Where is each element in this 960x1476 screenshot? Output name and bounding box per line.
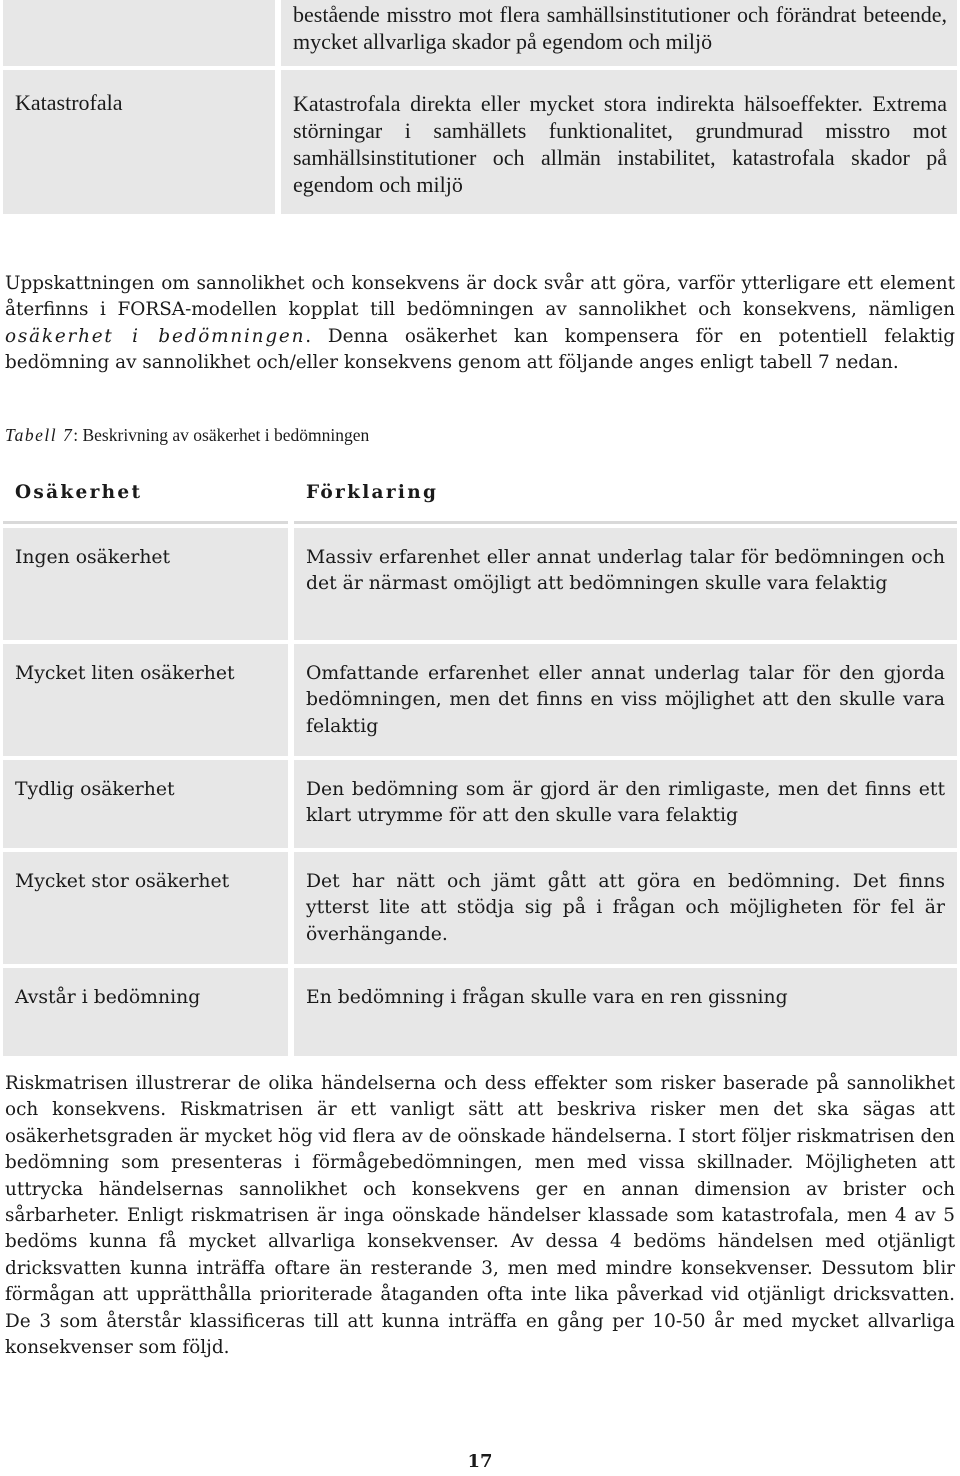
table-cell-level: Ingen osäkerhet xyxy=(3,528,288,640)
table-cell-level: Avstår i bedömning xyxy=(3,968,288,1056)
paragraph1-text: Uppskattningen om sannolikhet och konsekvens är dock svår att göra, varför ytterligare ett element återfinns i FORSA-modellen kopplat till bedömningen av sannolikhet och konsekvens, nämligen xyxy=(5,273,955,321)
table-cell-prev-row xyxy=(281,0,957,66)
table-cell-level: Mycket stor osäkerhet xyxy=(3,852,288,964)
table-cell-empty xyxy=(3,0,275,66)
table-cell-explanation: Omfattande erfarenhet eller annat underlag talar för den gjorda bedömningen, men det finns en viss möjlighet att den skulle vara felaktig xyxy=(294,644,957,756)
table-cell-explanation: En bedömning i frågan skulle vara en ren gissning xyxy=(294,968,957,1056)
uncertainty-table xyxy=(3,462,957,1056)
table-cell-explanation: Massiv erfarenhet eller annat underlag talar för bedömningen och det är närmast omöjligt att bedömningen skulle vara felaktig xyxy=(294,528,957,640)
header-forklaring: Förklaring xyxy=(294,462,957,524)
prev-row-text: bestående misstro mot flera samhällsinstitutioner och förändrat beteende, mycket allvarliga skador på egendom och miljö xyxy=(293,2,947,54)
consequence-table xyxy=(3,0,957,210)
caption-label: Tabell 7 xyxy=(5,425,74,445)
katastrofala-line1: Katastrofala direkta eller mycket stora indirekta hälsoeffekter. xyxy=(293,91,863,116)
paragraph-uncertainty xyxy=(5,271,955,377)
table-caption xyxy=(5,425,369,446)
table-cell-explanation: Det har nätt och jämt gått att göra en bedömning. Det finns ytterst lite att stödja sig på i frågan och möjligheten för fel är överhängande. xyxy=(294,852,957,964)
table-cell-explanation: Den bedömning som är gjord är den rimligaste, men det finns ett klart utrymme för att den skulle vara felaktig xyxy=(294,760,957,848)
table-cell-katastrofala-label: Katastrofala xyxy=(3,70,275,214)
table-cell-level: Tydlig osäkerhet xyxy=(3,760,288,848)
paragraph1-emphasis: osäkerhet i bedömningen xyxy=(5,325,306,347)
page-number: 17 xyxy=(467,1451,493,1472)
header-osakerhet: Osäkerhet xyxy=(3,462,288,524)
table-cell-level: Mycket liten osäkerhet xyxy=(3,644,288,756)
caption-text: : Beskrivning av osäkerhet i bedömningen xyxy=(73,425,370,445)
katastrofala-rest: Extrema störningar i samhällets funktionalitet, grundmurad misstro mot samhällsinstitutioner och allmän instabilitet, katastrofala skador på egendom och miljö xyxy=(293,91,947,197)
paragraph1-text-end: . Denna osäkerhet kan kompensera för en potentiell felaktig bedömning av sannolikhet och/eller konsekvens genom att följande anges enligt tabell 7 nedan. xyxy=(5,325,955,374)
table-cell-katastrofala-text xyxy=(281,70,957,214)
paragraph-riskmatrix: Riskmatrisen illustrerar de olika händelserna och dess effekter som risker baserade på sannolikhet och konsekvens. Riskmatrisen är ett vanligt sätt att beskriva risker men det ska sägas att osäkerhetsgraden är mycket hög vid flera av de oönskade händelserna. I stort följer riskmatrisen den bedömning som presenteras i förmågebedömningen, men med vissa skillnader. Möjligheten att uttrycka händelsernas sannolikhet och konsekvens ger en annan dimension av brister och sårbarheter. Enligt riskmatrisen är inga oönskade händelser klassade som katastrofala, men 4 av 5 bedöms kunna få mycket allvarliga konsekvenser. Av dessa 4 bedöms händelsen med otjänligt dricksvatten kunna inträffa oftare än resterande 3, men med mindre konsekvenser. Dessutom blir förmågan att upprätthålla prioriterade åtaganden ofta inte lika påverkad vid otjänligt dricksvatten. De 3 som återstår klassificeras till att kunna inträffa en gång per 10-50 år med mycket allvarliga konsekvenser som följd. xyxy=(5,1073,955,1359)
